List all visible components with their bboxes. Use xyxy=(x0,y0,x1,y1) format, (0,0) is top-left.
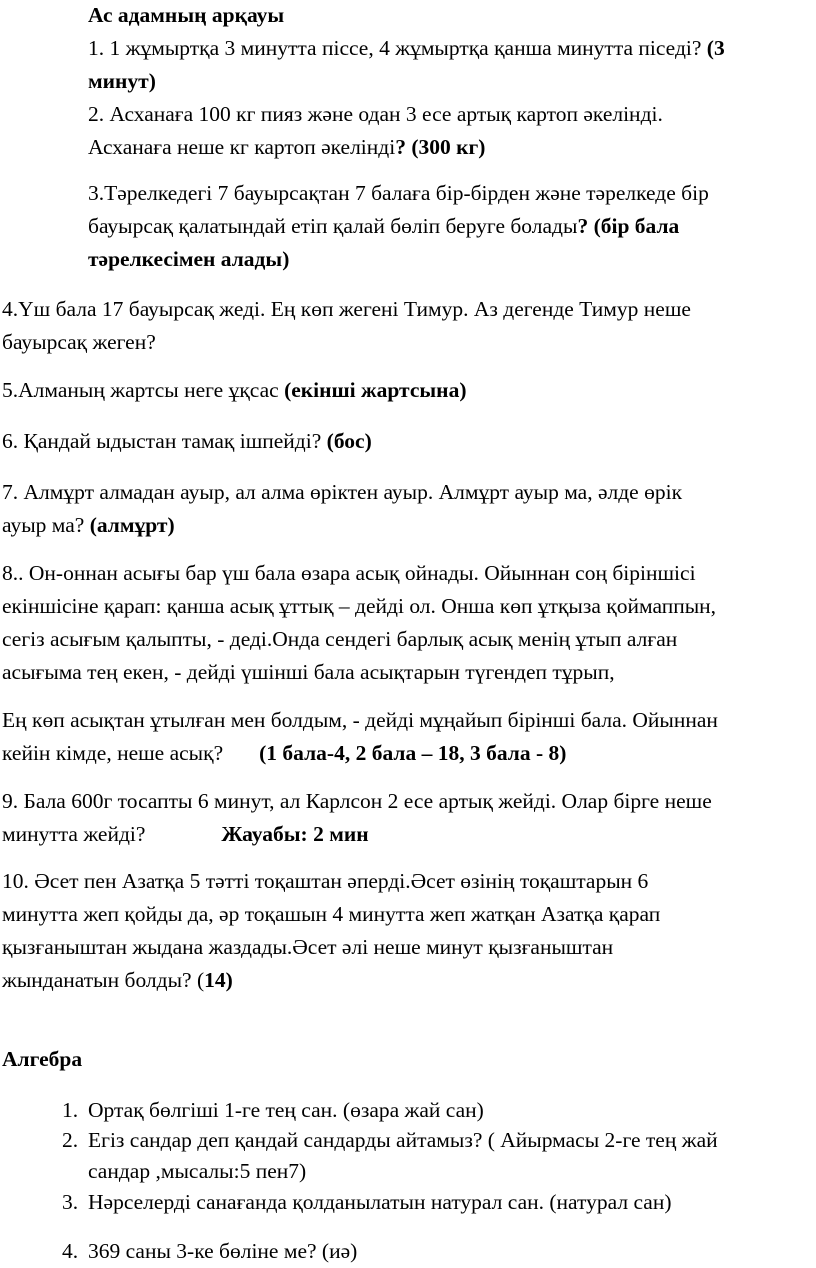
q2-line1: 2. Асханаға 100 кг пияз және одан 3 есе артық картоп әкелінді. xyxy=(88,102,663,126)
q8-line1: 8.. Он-оннан асығы бар үш бала өзара асық ойнады. Ойыннан соң біріншісі xyxy=(2,561,696,585)
q6-text: 6. Қандай ыдыстан тамақ ішпейді? xyxy=(2,429,327,453)
q3-answer-b: тәрелкесімен алады) xyxy=(88,247,290,271)
list-item xyxy=(62,1235,357,1268)
q7-answer: (алмұрт) xyxy=(89,513,175,537)
title-text: Ас адамның арқауы xyxy=(88,3,285,27)
algebra-heading-text: Алгебра xyxy=(2,1047,83,1071)
question-9 xyxy=(2,785,712,851)
list-item-number: 4. xyxy=(62,1239,79,1263)
q10-answer: 14) xyxy=(204,968,233,992)
q6-answer: (бос) xyxy=(326,429,372,453)
list-item xyxy=(62,1186,671,1219)
q4-line1: 4.Үш бала 17 бауырсақ жеді. Ең көп жегені Тимур. Аз дегенде Тимур неше xyxy=(2,297,691,321)
q8b-line2: кейін кімде, неше асық? xyxy=(2,741,224,765)
q8-line2: екіншісіне қарап: қанша асық ұттық – дейді ол. Онша көп ұтқыза қоймаппын, xyxy=(2,594,717,618)
question-10 xyxy=(2,865,660,997)
q9-answer: Жауабы: 2 мин xyxy=(221,822,369,846)
q9-line2: минутта жейді? xyxy=(2,822,146,846)
q2-answer: ? (300 кг) xyxy=(395,135,486,159)
q3-answer-a: ? (бір бала xyxy=(577,214,680,238)
list-item-continuation xyxy=(88,1155,306,1188)
q3-line1: 3.Тәрелкедегі 7 бауырсақтан 7 балаға бір-бірден және тәрелкеде бір xyxy=(88,181,709,205)
question-3 xyxy=(88,177,709,276)
question-6 xyxy=(2,425,372,458)
list-item-text: Ортақ бөлгіші 1-ге тең сан. (өзара жай сан) xyxy=(88,1098,484,1122)
q1-answer-b: минут) xyxy=(88,69,156,93)
q8-line3: сегіз асығым қалыпты, - деді.Онда сендегі барлық асық менің ұтып алған xyxy=(2,627,678,651)
list-item-text: Нәрселерді санағанда қолданылатын натурал сан. (натурал сан) xyxy=(88,1190,672,1214)
question-1 xyxy=(88,32,725,98)
list-item-number: 1. xyxy=(62,1098,79,1122)
question-8 xyxy=(2,557,716,689)
list-item-text: 369 саны 3-ке бөліне ме? (иә) xyxy=(88,1239,358,1263)
q9-line1: 9. Бала 600г тосапты 6 минут, ал Карлсон 2 есе артық жейді. Олар бірге неше xyxy=(2,789,712,813)
q8b-line1: Ең көп асықтан ұтылған мен болдым, - дейді мұңайып бірінші бала. Ойыннан xyxy=(2,708,718,732)
q10-line3: қызғаныштан жыдана жаздады.Әсет әлі неше минут қызғаныштан xyxy=(2,935,614,959)
list-item xyxy=(62,1124,718,1157)
q5-answer: (екінші жартсына) xyxy=(284,378,467,402)
algebra-heading xyxy=(2,1043,82,1076)
q5-text: 5.Алманың жартсы неге ұқсас xyxy=(2,378,285,402)
q8-line4: асығыма тең екен, - дейді үшінші бала асықтарын түгендеп тұрып, xyxy=(2,660,615,684)
q7-line1: 7. Алмұрт алмадан ауыр, ал алма өріктен ауыр. Алмұрт ауыр ма, әлде өрік xyxy=(2,480,683,504)
question-2 xyxy=(88,98,663,164)
q4-line2: бауырсақ жеген? xyxy=(2,330,156,354)
list-item xyxy=(62,1094,484,1127)
q3-line2: бауырсақ қалатындай етіп қалай бөліп беруге болады xyxy=(88,214,578,238)
question-7 xyxy=(2,476,682,542)
question-5 xyxy=(2,374,466,407)
list-item-text: Егіз сандар деп қандай сандарды айтамыз? ( Айырмасы 2-ге тең жай xyxy=(88,1128,718,1152)
list-item-text-2: сандар ,мысалы:5 пен7) xyxy=(88,1159,307,1183)
q8b-answer: (1 бала-4, 2 бала – 18, 3 бала - 8) xyxy=(259,741,567,765)
q7-line2: ауыр ма? xyxy=(2,513,90,537)
list-item-number: 3. xyxy=(62,1190,79,1214)
q10-line4: жынданатын болды? ( xyxy=(2,968,205,992)
q2-line2: Асханаға неше кг картоп әкелінді xyxy=(88,135,396,159)
list-item-number: 2. xyxy=(62,1128,79,1152)
q10-line2: минутта жеп қойды да, әр тоқашын 4 минутта жеп жатқан Азатқа қарап xyxy=(2,902,661,926)
q1-answer-a: (3 xyxy=(706,36,725,60)
q10-line1: 10. Әсет пен Азатқа 5 тәтті тоқаштан әперді.Әсет өзінің тоқаштарын 6 xyxy=(2,869,649,893)
question-8-continued xyxy=(2,704,718,770)
question-4 xyxy=(2,293,691,359)
q1-text: 1. 1 жұмыртқа 3 минутта піссе, 4 жұмыртқа қанша минутта піседі? xyxy=(88,36,707,60)
page-title xyxy=(88,0,284,32)
